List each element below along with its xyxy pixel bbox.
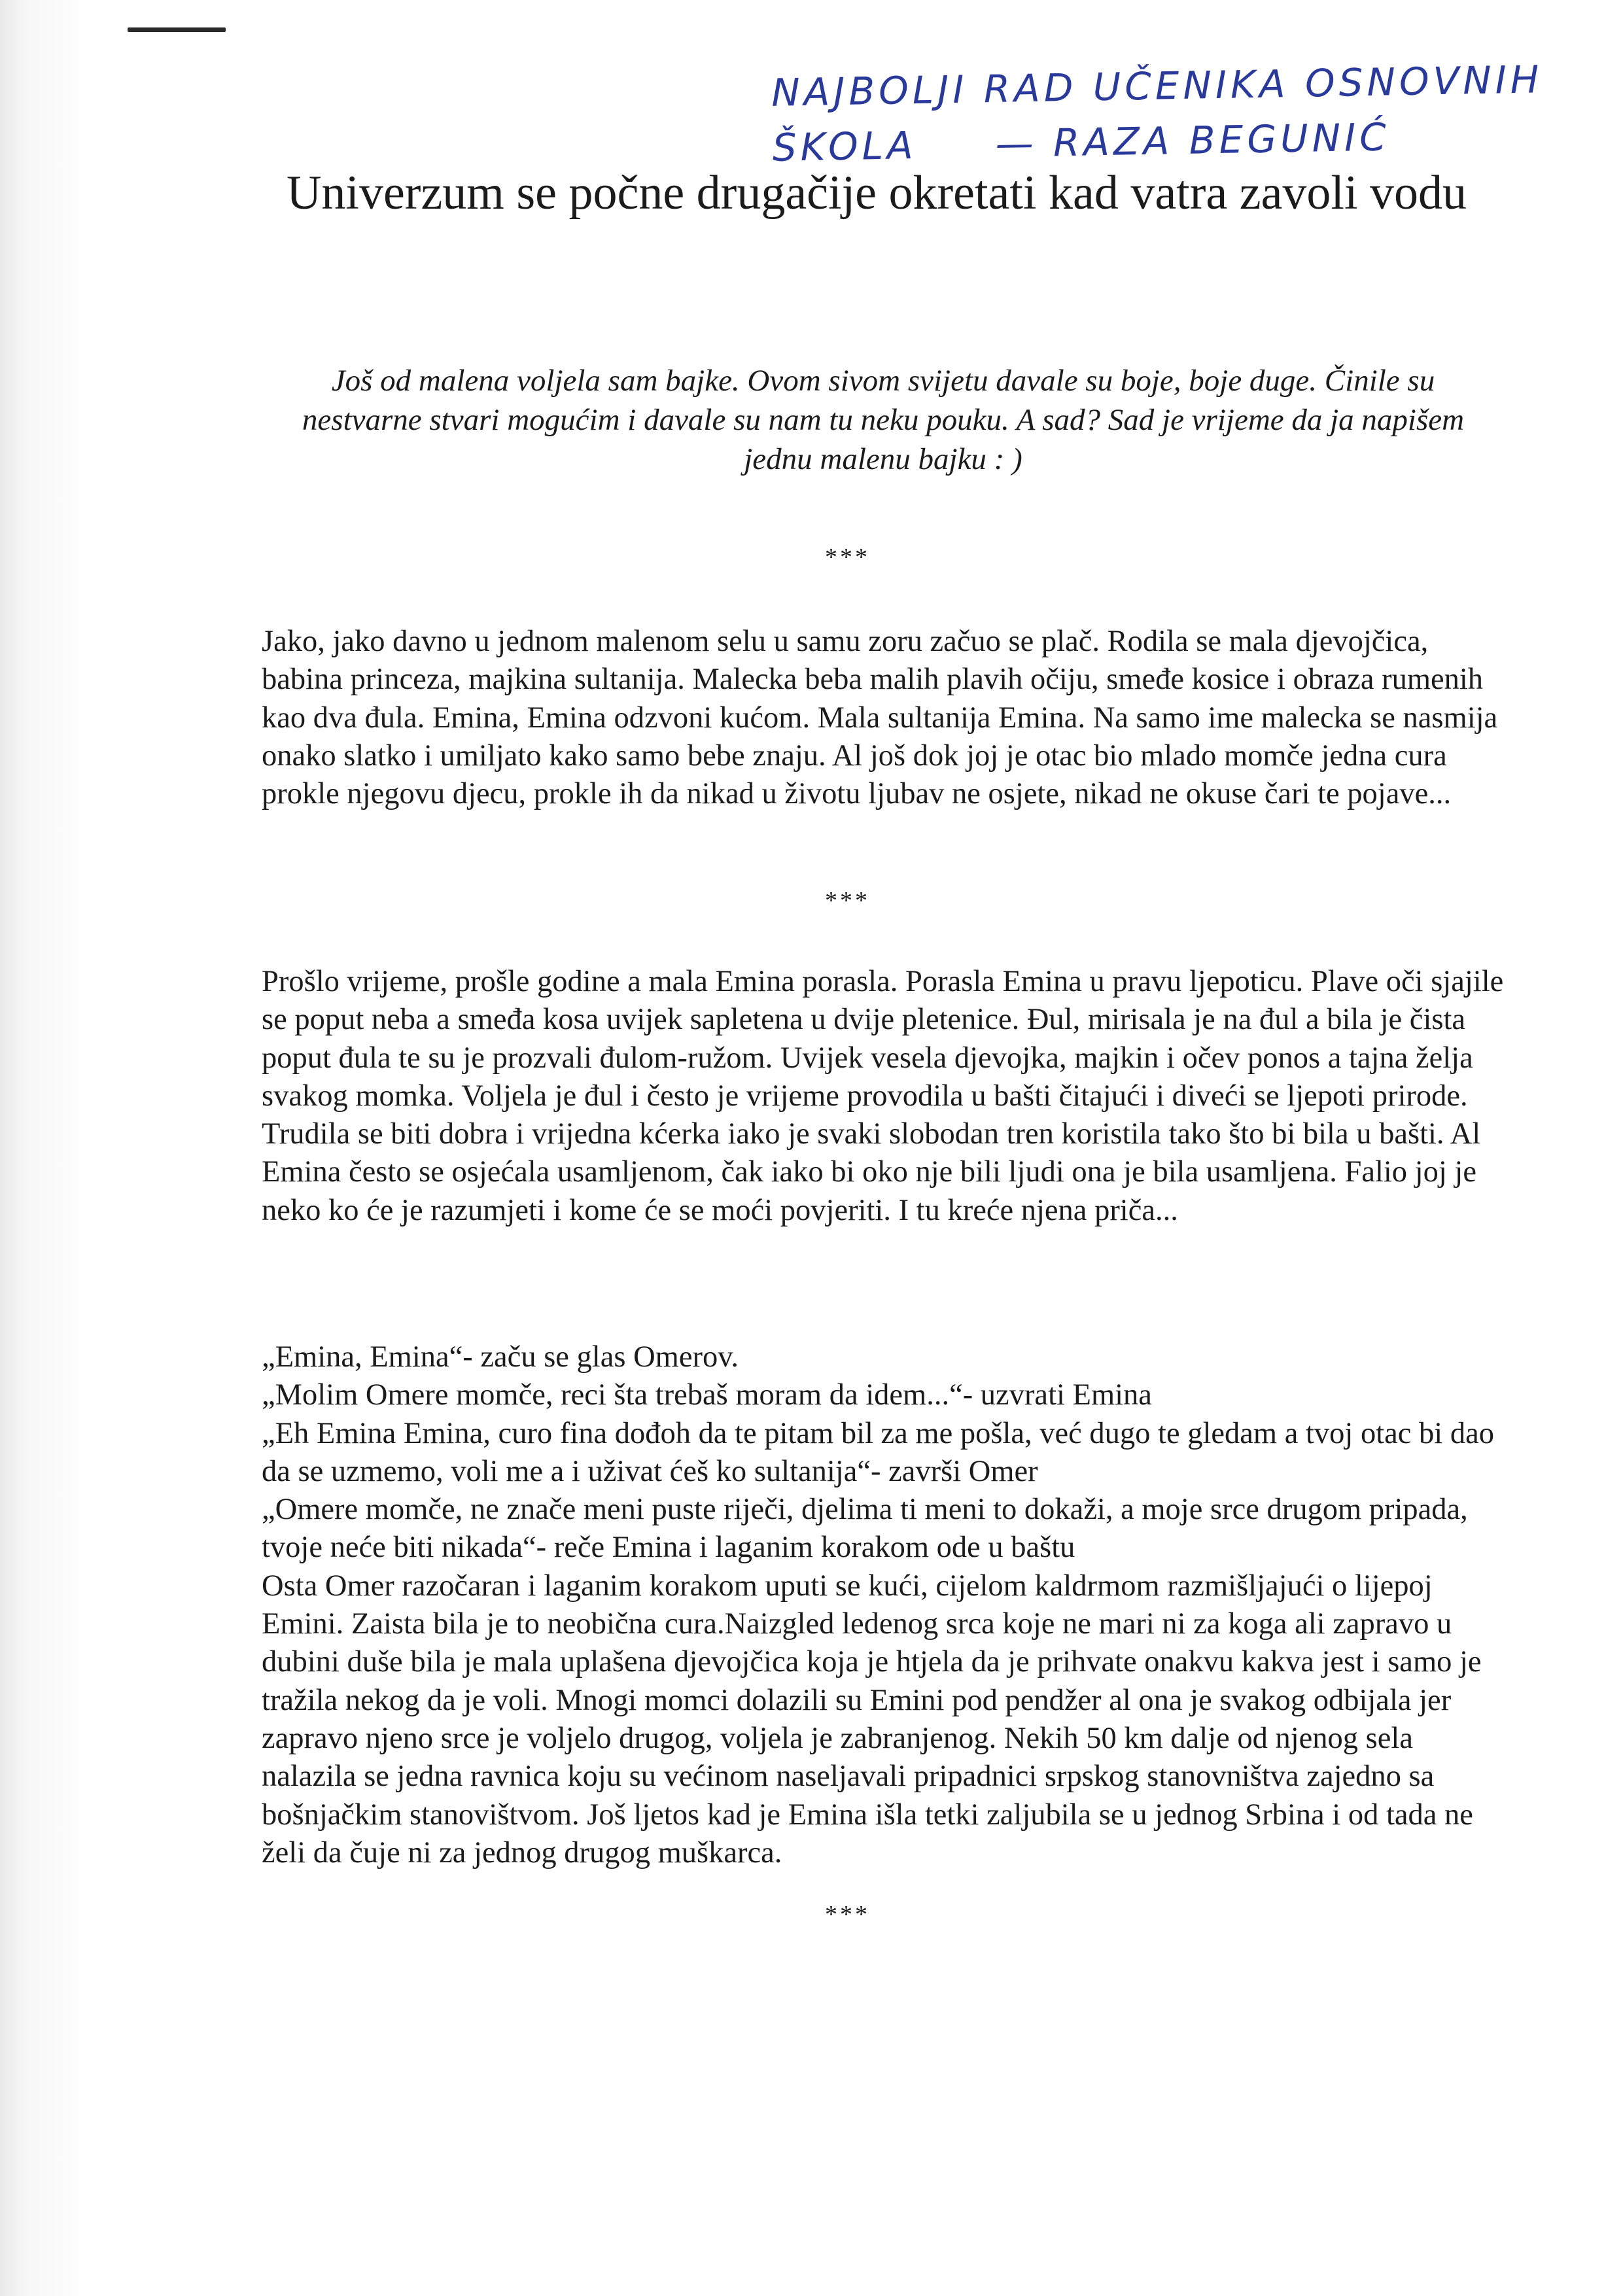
scan-mark	[128, 27, 226, 32]
dialogue-section	[262, 1338, 1511, 1872]
dialogue-line-4: „Omere momče, ne znače meni puste riječi, djelima ti meni to dokaži, a moje srce drugom pripada, tvoje neće biti nikada“- reče Emina i laganim korakom ode u baštu	[262, 1493, 1468, 1565]
dialogue-line-1: „Emina, Emina“- začu se glas Omerov.	[262, 1340, 739, 1374]
story-title: Univerzum se počne drugačije okretati kad vatra zavoli vodu	[286, 166, 1467, 220]
dialogue-line-3: „Eh Emina Emina, curo fina dođoh da te pitam bil za me pošla, već dugo te gledam a tvoj otac bi dao da se uzmemo, voli me a i uživat ćeš ko sultanija“- završi Omer	[262, 1416, 1494, 1488]
handwritten-note-school: ŠKOLA	[772, 123, 918, 170]
dialogue-line-2: „Molim Omere momče, reci šta trebaš moram da idem...“- uzvrati Emina	[262, 1378, 1152, 1412]
paragraph-2: Prošlo vrijeme, prošle godine a mala Emina porasla. Porasla Emina u pravu ljepoticu. Plave oči sjajile se poput neba a smeđa kosa uvijek sapletena u dvije pletenice. Đul, mirisala je na đul a bila je čista poput đula te su je prozvali đulom-ružom. Uvijek vesela djevojka, majkin i očev ponos a tajna želja svakog momka. Voljela je đul i često je vrijeme provodila u bašti čitajući i diveći se ljepoti prirode. Trudila se biti dobra i vrijedna kćerka iako je svaki slobodan tren koristila tako što bi bila u bašti. Al Emina često se osjećala usamljenom, čak iako bi oko nje bili ljudi ona je bila usamljena. Falio joj je neko ko će je razumjeti i kome će se moći povjeriti. I tu kreće njena priča...	[262, 965, 1504, 1227]
section-separator-2: ***	[825, 887, 870, 914]
story-intro: Još od malena voljela sam bajke. Ovom sivom svijetu davale su boje, boje duge. Činile su nestvarne stvari mogućim i davale su nam tu neku pouku. A sad? Sad je vrijeme da ja napišem jednu malenu bajku : )	[302, 364, 1465, 476]
paragraph-1: Jako, jako davno u jednom malenom selu u samu zoru začuo se plač. Rodila se mala djevojčica, babina princeza, majkina sultanija. Malecka beba malih plavih očiju, smeđe kosice i obraza rumenih kao dva đula. Emina, Emina odzvoni kućom. Mala sultanija Emina. Na samo ime malecka se nasmija onako slatko i umiljato kako samo bebe znaju. Al još dok joj je otac bio mlado momče jedna cura prokle njegovu djecu, prokle ih da nikad u životu ljubav ne osjete, nikad ne okuse čari te pojave...	[262, 625, 1498, 811]
section-separator-3: ***	[825, 1901, 870, 1928]
section-separator-1: ***	[825, 544, 870, 571]
narration-paragraph: Osta Omer razočaran i laganim korakom uputi se kući, cijelom kaldrmom razmišljajući o lijepoj Emini. Zaista bila je to neobična cura.Naizgled ledenog srca koje ne mari ni za koga ali zapravo u dubini duše bila je mala uplašena djevojčica koja je htjela da je prihvate onakvu kakva jest i samo je tražila nekog da je voli. Mnogi momci dolazili su Emini pod pendžer al ona je svakog odbijala jer zapravo njeno srce je voljelo drugog, voljela je zabranjenog. Nekih 50 km dalje od njenog sela nalazila se jedna ravnica koju su većinom naseljavali pripadnici srpskog stanovništva zajedno sa bošnjačkim stanovištvom. Još ljetos kad je Emina išla tetki zaljubila se u jednog Srbina i od tada ne želi da čuje ni za jednog drugog muškarca.	[262, 1569, 1482, 1870]
handwritten-note-line1: NAJBOLJI RAD UČENIKA OSNOVNIH	[771, 57, 1543, 115]
handwritten-note-author: — RAZA BEGUNIĆ	[995, 114, 1391, 166]
